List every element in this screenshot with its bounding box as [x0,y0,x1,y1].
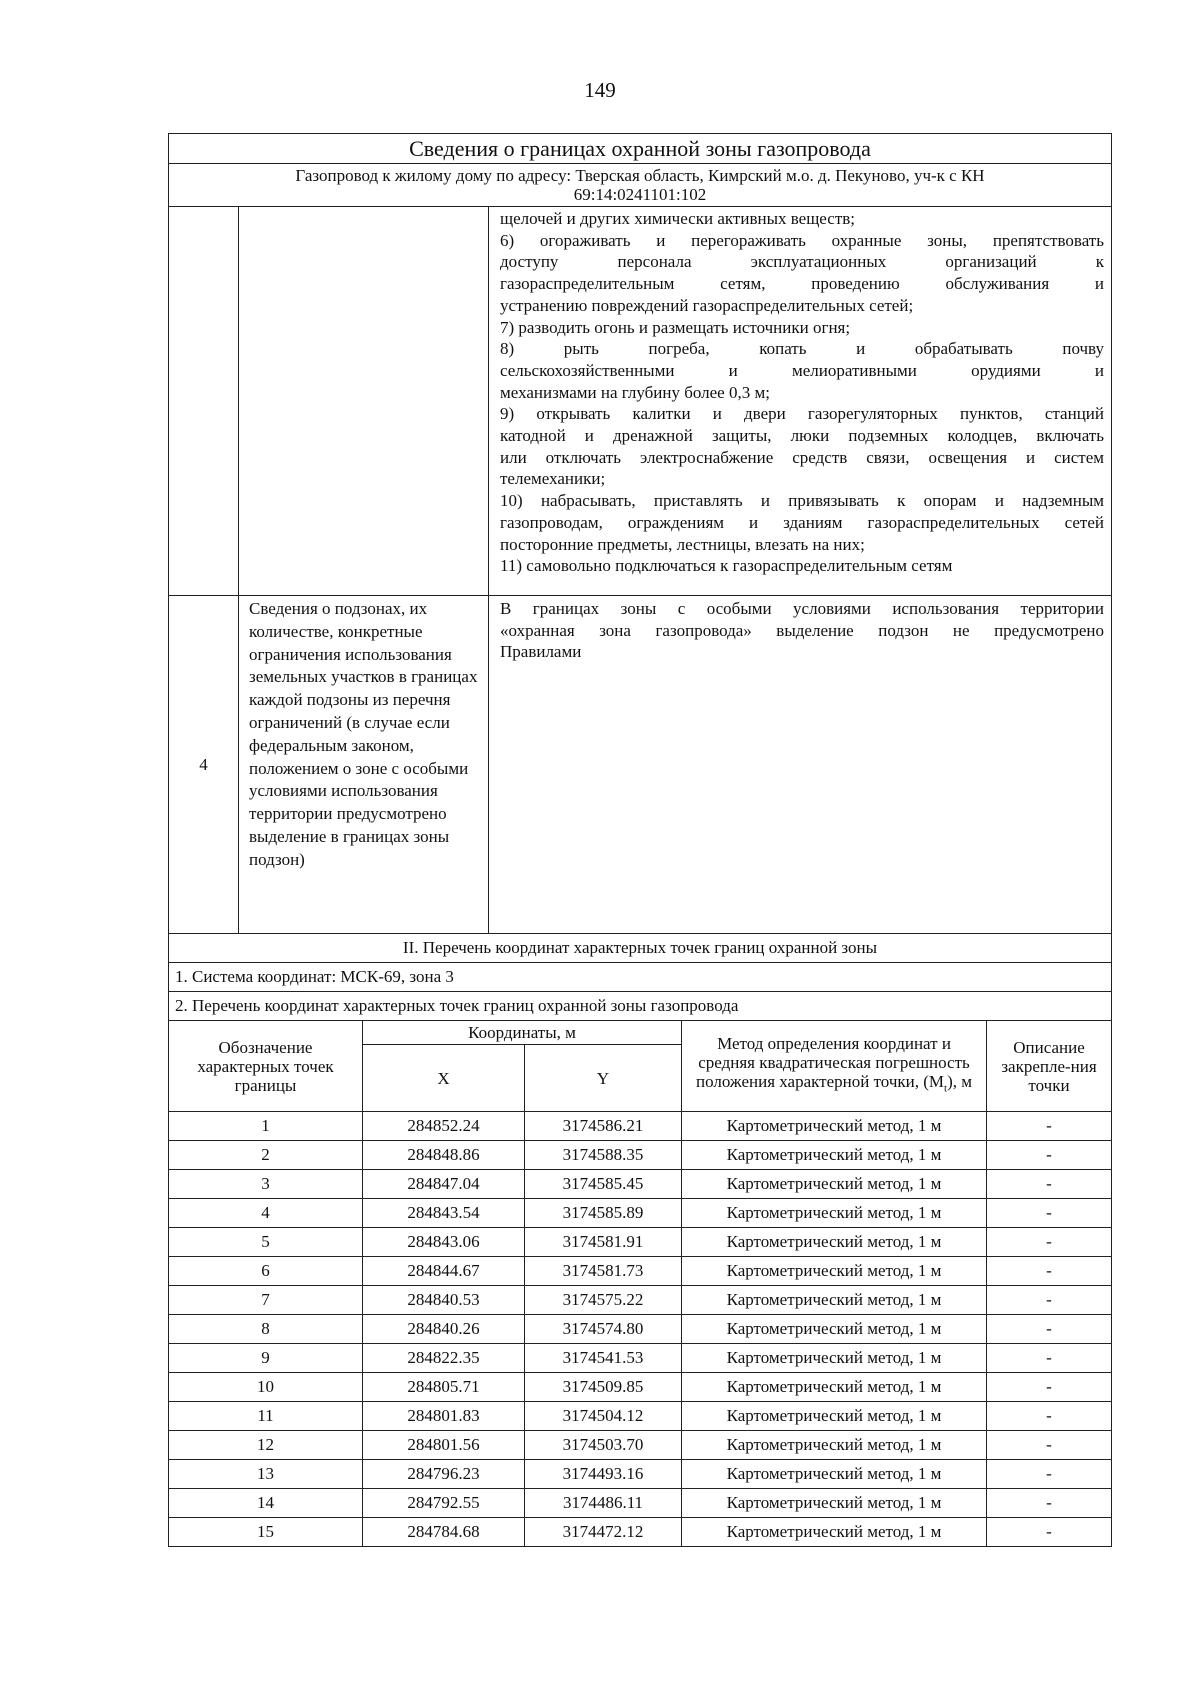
point-number: 11 [169,1402,363,1431]
method-cell: Картометрический метод, 1 м [682,1460,987,1489]
point-number: 4 [169,1199,363,1228]
coord-x: 284843.06 [363,1228,525,1257]
coordinates-table [168,1020,1112,1547]
restriction-line: сельскохозяйственными и мелиоративными орудиями и [500,360,1104,380]
table-row [169,1431,1112,1460]
coord-x: 284840.26 [363,1315,525,1344]
fixing-cell: - [987,1141,1112,1170]
table-row [169,1344,1112,1373]
restriction-line: доступу персонала эксплуатационных организаций к [500,252,1104,272]
table-row [169,1518,1112,1547]
point-number: 8 [169,1315,363,1344]
col-header-coordinates: Координаты, м [363,1021,682,1045]
col-header-x: X [363,1045,525,1112]
method-cell: Картометрический метод, 1 м [682,1373,987,1402]
coord-x: 284847.04 [363,1170,525,1199]
point-number: 6 [169,1257,363,1286]
point-number: 3 [169,1170,363,1199]
method-cell: Картометрический метод, 1 м [682,1112,987,1141]
fixing-cell: - [987,1431,1112,1460]
coordinate-system: 1. Система координат: МСК-69, зона 3 [169,963,1112,992]
table-row [169,1402,1112,1431]
method-cell: Картометрический метод, 1 м [682,1431,987,1460]
coord-y: 3174588.35 [525,1141,682,1170]
pipeline-address-line2: 69:14:0241101:102 [573,185,707,204]
zone-info-table [168,133,1112,1021]
fixing-cell: - [987,1199,1112,1228]
table-row [169,1228,1112,1257]
coordinate-list-title: 2. Перечень координат характерных точек границ охранной зоны газопровода [169,992,1112,1021]
pipeline-address-line1: Газопровод к жилому дому по адресу: Тверская область, Кимрский м.о. д. Пекуново, уч-к с КН [295,166,985,185]
method-cell: Картометрический метод, 1 м [682,1228,987,1257]
table-row [169,1286,1112,1315]
restriction-line: телемеханики; [500,469,606,489]
point-number: 9 [169,1344,363,1373]
method-cell: Картометрический метод, 1 м [682,1489,987,1518]
col-header-y: Y [525,1045,682,1112]
section-heading: II. Перечень координат характерных точек границ охранной зоны [169,934,1112,963]
coord-y: 3174541.53 [525,1344,682,1373]
restriction-line: газораспределительным сетям, проведению обслуживания и [500,274,1104,294]
table-row [169,1199,1112,1228]
coord-y: 3174503.70 [525,1431,682,1460]
table-row [169,1112,1112,1141]
coord-y: 3174575.22 [525,1286,682,1315]
restriction-line: или отключать электроснабжение средств связи, освещения и систем [500,447,1104,467]
coord-x: 284848.86 [363,1141,525,1170]
fixing-cell: - [987,1518,1112,1547]
col-header-method [682,1021,987,1112]
point-number: 13 [169,1460,363,1489]
coord-y: 3174504.12 [525,1402,682,1431]
restriction-line: газопроводам, ограждениям и зданиям газораспределительных сетей [500,512,1104,532]
page-number: 149 [584,78,616,102]
restriction-line: посторонние предметы, лестницы, влезать на них; [500,534,865,554]
method-cell: Картометрический метод, 1 м [682,1402,987,1431]
fixing-cell: - [987,1286,1112,1315]
coord-y: 3174585.45 [525,1170,682,1199]
point-number: 1 [169,1112,363,1141]
zone-info-table-wrap [168,133,1111,1547]
fixing-cell: - [987,1112,1112,1141]
fixing-cell: - [987,1315,1112,1344]
method-cell: Картометрический метод, 1 м [682,1518,987,1547]
table-row [169,1489,1112,1518]
restriction-line: 9) открывать калитки и двери газорегуляторных пунктов, станций [500,404,1104,424]
restriction-line: устранению повреждений газораспределительных сетей; [500,295,914,315]
fixing-cell: - [987,1373,1112,1402]
method-cell: Картометрический метод, 1 м [682,1199,987,1228]
table-row [169,1315,1112,1344]
coord-y: 3174585.89 [525,1199,682,1228]
coordinates-rows [169,1112,1112,1547]
coord-x: 284784.68 [363,1518,525,1547]
continued-number-cell [169,207,239,596]
coord-y: 3174472.12 [525,1518,682,1547]
coord-x: 284840.53 [363,1286,525,1315]
table-row [169,1460,1112,1489]
point-number: 10 [169,1373,363,1402]
subzones-answer-line: Правилами [500,642,582,662]
restriction-line: 10) набрасывать, приставлять и привязывать к опорам и надземным [500,491,1104,511]
coord-x: 284844.67 [363,1257,525,1286]
restriction-line: механизмами на глубину более 0,3 м; [500,382,770,402]
point-number: 2 [169,1141,363,1170]
coord-x: 284805.71 [363,1373,525,1402]
coord-x: 284801.56 [363,1431,525,1460]
fixing-cell: - [987,1170,1112,1199]
coord-y: 3174581.73 [525,1257,682,1286]
point-number: 5 [169,1228,363,1257]
coord-y: 3174509.85 [525,1373,682,1402]
method-cell: Картометрический метод, 1 м [682,1257,987,1286]
table-row [169,1170,1112,1199]
subzones-label: Сведения о подзонах, их количестве, конкретные ограничения использования земельных участков в границах каждой подзоны из перечня ограничений (в случае если федеральным законом, положением о зоне с особыми условиями использования территории предусмотрено выделение в границах зоны подзон) [239,596,489,934]
coord-x: 284822.35 [363,1344,525,1373]
coord-x: 284792.55 [363,1489,525,1518]
restriction-line: 11) самовольно подключаться к газораспределительным сетям [500,556,953,576]
method-cell: Картометрический метод, 1 м [682,1344,987,1373]
restriction-line: 8) рыть погреба, копать и обрабатывать почву [500,339,1104,359]
method-cell: Картометрический метод, 1 м [682,1170,987,1199]
pipeline-address [169,164,1112,207]
restriction-line: 7) разводить огонь и размещать источники огня; [500,317,851,337]
subzones-answer-line: В границах зоны с особыми условиями использования территории [500,599,1104,618]
coord-x: 284801.83 [363,1402,525,1431]
coord-x: 284796.23 [363,1460,525,1489]
fixing-cell: - [987,1402,1112,1431]
table-row [169,1373,1112,1402]
table-row [169,1141,1112,1170]
coord-y: 3174586.21 [525,1112,682,1141]
fixing-cell: - [987,1228,1112,1257]
coord-y: 3174574.80 [525,1315,682,1344]
restrictions-continued [489,207,1112,596]
coord-x: 284852.24 [363,1112,525,1141]
method-cell: Картометрический метод, 1 м [682,1286,987,1315]
fixing-cell: - [987,1489,1112,1518]
restriction-line: 6) огораживать и перегораживать охранные зоны, препятствовать [500,230,1104,250]
coord-y: 3174486.11 [525,1489,682,1518]
row-number: 4 [169,596,239,934]
fixing-cell: - [987,1257,1112,1286]
point-number: 7 [169,1286,363,1315]
fixing-cell: - [987,1460,1112,1489]
col-header-fixing: Описание закрепле-ния точки [987,1021,1112,1112]
coord-y: 3174493.16 [525,1460,682,1489]
col-header-method-text: Метод определения координат и средняя квадратическая погрешность положения характерной точки, $(M_t)$, м [696,1033,973,1095]
restriction-line: катодной и дренажной защиты, люки подземных колодцев, включать [500,426,1104,446]
method-cell: Картометрический метод, 1 м [682,1141,987,1170]
point-number: 15 [169,1518,363,1547]
col-header-designation: Обозначение характерных точек границы [169,1021,363,1112]
restriction-line: щелочей и других химически активных веществ; [500,209,855,228]
coord-y: 3174581.91 [525,1228,682,1257]
subzones-answer-line: «охранная зона газопровода» выделение подзон не предусмотрено [500,620,1104,640]
document-title: Сведения о границах охранной зоны газопровода [169,134,1112,164]
method-cell: Картометрический метод, 1 м [682,1315,987,1344]
point-number: 12 [169,1431,363,1460]
point-number: 14 [169,1489,363,1518]
coord-x: 284843.54 [363,1199,525,1228]
subzones-answer [489,596,1112,934]
continued-label-cell [239,207,489,596]
fixing-cell: - [987,1344,1112,1373]
table-row [169,1257,1112,1286]
